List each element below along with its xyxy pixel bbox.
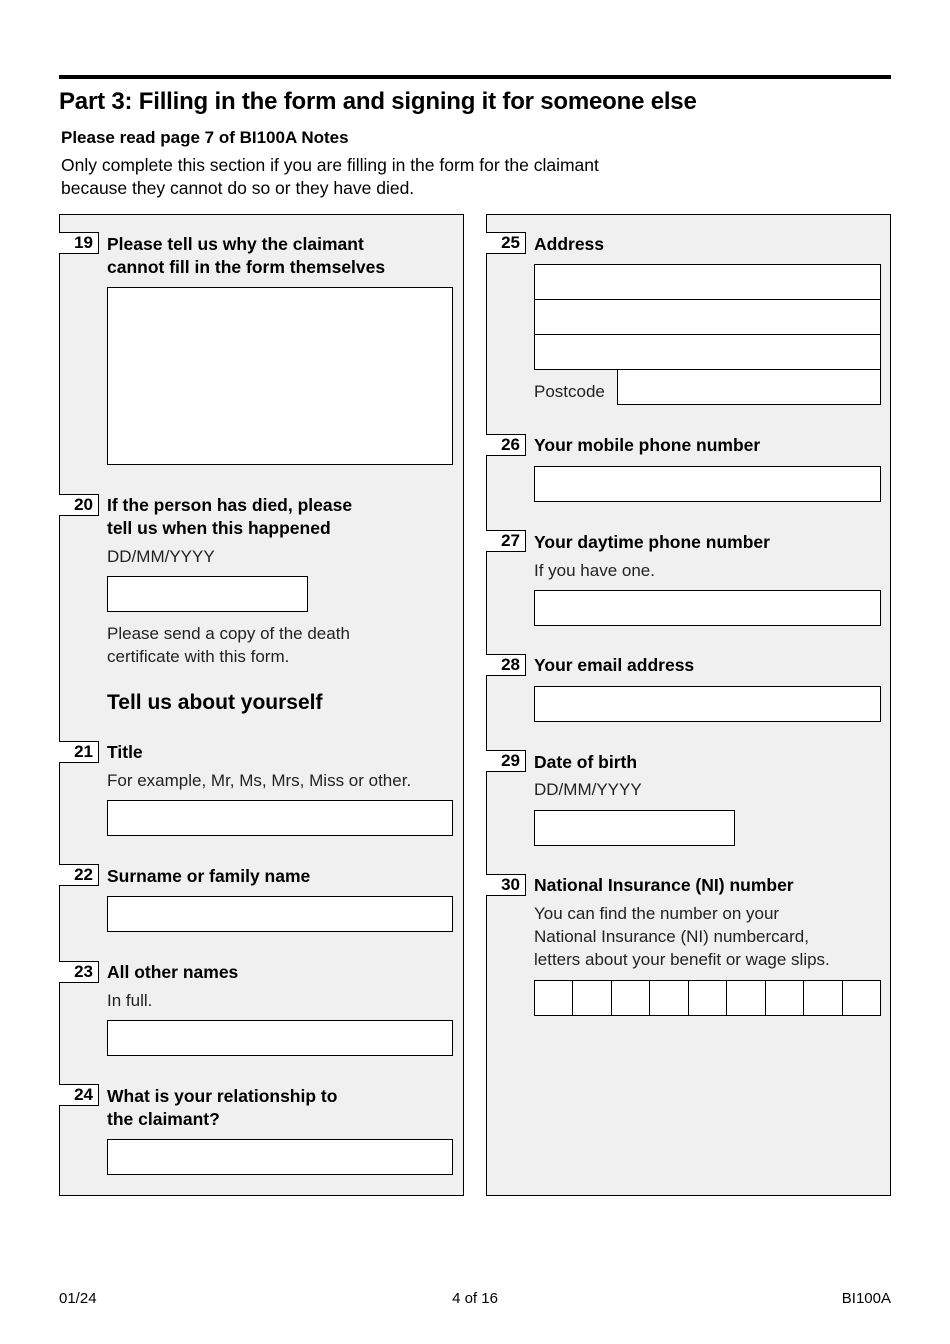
question-27-number: 27 (486, 530, 526, 552)
title-input[interactable] (107, 800, 453, 836)
question-24-label: What is your relationship to the claimant? (107, 1086, 338, 1129)
address-line-3-input[interactable] (534, 334, 881, 370)
ni-number-cell-9[interactable] (843, 981, 880, 1015)
question-28-label: Your email address (534, 655, 695, 675)
question-23-number: 23 (59, 961, 99, 983)
question-27-hint: If you have one. (534, 561, 655, 580)
question-22-label: Surname or family name (107, 866, 311, 886)
date-of-death-format: DD/MM/YYYY (107, 547, 215, 566)
part-title: Part 3: Filling in the form and signing it for someone else (59, 88, 697, 115)
question-25-number: 25 (486, 232, 526, 254)
surname-input[interactable] (107, 896, 453, 932)
top-rule (59, 75, 891, 79)
email-input[interactable] (534, 686, 881, 722)
question-23-label: All other names (107, 962, 239, 982)
question-29-label: Date of birth (534, 752, 638, 772)
date-of-birth-input[interactable] (534, 810, 735, 846)
question-21-number: 21 (59, 741, 99, 763)
question-30-label: National Insurance (NI) number (534, 875, 794, 895)
ni-number-cell-7[interactable] (766, 981, 804, 1015)
footer-page-number: 4 of 16 (452, 1290, 498, 1307)
mobile-phone-input[interactable] (534, 466, 881, 502)
daytime-phone-input[interactable] (534, 590, 881, 626)
postcode-label: Postcode (534, 382, 605, 401)
question-27-label: Your daytime phone number (534, 532, 770, 552)
date-of-death-input[interactable] (107, 576, 308, 612)
address-line-1-input[interactable] (534, 264, 881, 300)
section-heading-yourself: Tell us about yourself (107, 691, 323, 714)
question-28-number: 28 (486, 654, 526, 676)
postcode-input[interactable] (617, 369, 881, 405)
ni-number-cell-3[interactable] (612, 981, 650, 1015)
question-19-label: Please tell us why the claimant cannot fill in the form themselves (107, 234, 386, 277)
question-22-number: 22 (59, 864, 99, 886)
question-26-label: Your mobile phone number (534, 435, 761, 455)
question-23-hint: In full. (107, 991, 153, 1010)
address-line-2-input[interactable] (534, 299, 881, 335)
question-30-hint: You can find the number on your National Insurance (NI) numbercard, letters about your benefit or wage slips. (534, 904, 830, 969)
death-certificate-note: Please send a copy of the death certificate with this form. (107, 624, 350, 666)
question-29-number: 29 (486, 750, 526, 772)
intro-text (61, 154, 701, 200)
question-26-number: 26 (486, 434, 526, 456)
reason-textarea[interactable] (107, 287, 453, 465)
question-20-label: If the person has died, please tell us when this happened (107, 495, 353, 538)
question-24-number: 24 (59, 1084, 99, 1106)
ni-number-cell-4[interactable] (650, 981, 688, 1015)
ni-number-input[interactable] (534, 980, 881, 1016)
question-21-hint: For example, Mr, Ms, Mrs, Miss or other. (107, 771, 412, 790)
footer-date: 01/24 (59, 1290, 97, 1307)
intro-line-2: because they cannot do so or they have died. (61, 178, 415, 198)
question-19-number: 19 (59, 232, 99, 254)
ni-number-cell-8[interactable] (804, 981, 842, 1015)
date-of-birth-format: DD/MM/YYYY (534, 780, 642, 799)
ni-number-cell-1[interactable] (535, 981, 573, 1015)
intro-line-1: Only complete this section if you are filling in the form for the claimant (61, 155, 599, 175)
relationship-input[interactable] (107, 1139, 453, 1175)
other-names-input[interactable] (107, 1020, 453, 1056)
ni-number-cell-6[interactable] (727, 981, 765, 1015)
ni-number-cell-2[interactable] (573, 981, 611, 1015)
footer-form-code: BI100A (841, 1290, 891, 1307)
question-20-number: 20 (59, 494, 99, 516)
question-30-number: 30 (486, 874, 526, 896)
ni-number-cell-5[interactable] (689, 981, 727, 1015)
question-25-label: Address (534, 234, 605, 254)
question-21-label: Title (107, 742, 143, 762)
read-notes-instruction: Please read page 7 of BI100A Notes (61, 128, 349, 147)
